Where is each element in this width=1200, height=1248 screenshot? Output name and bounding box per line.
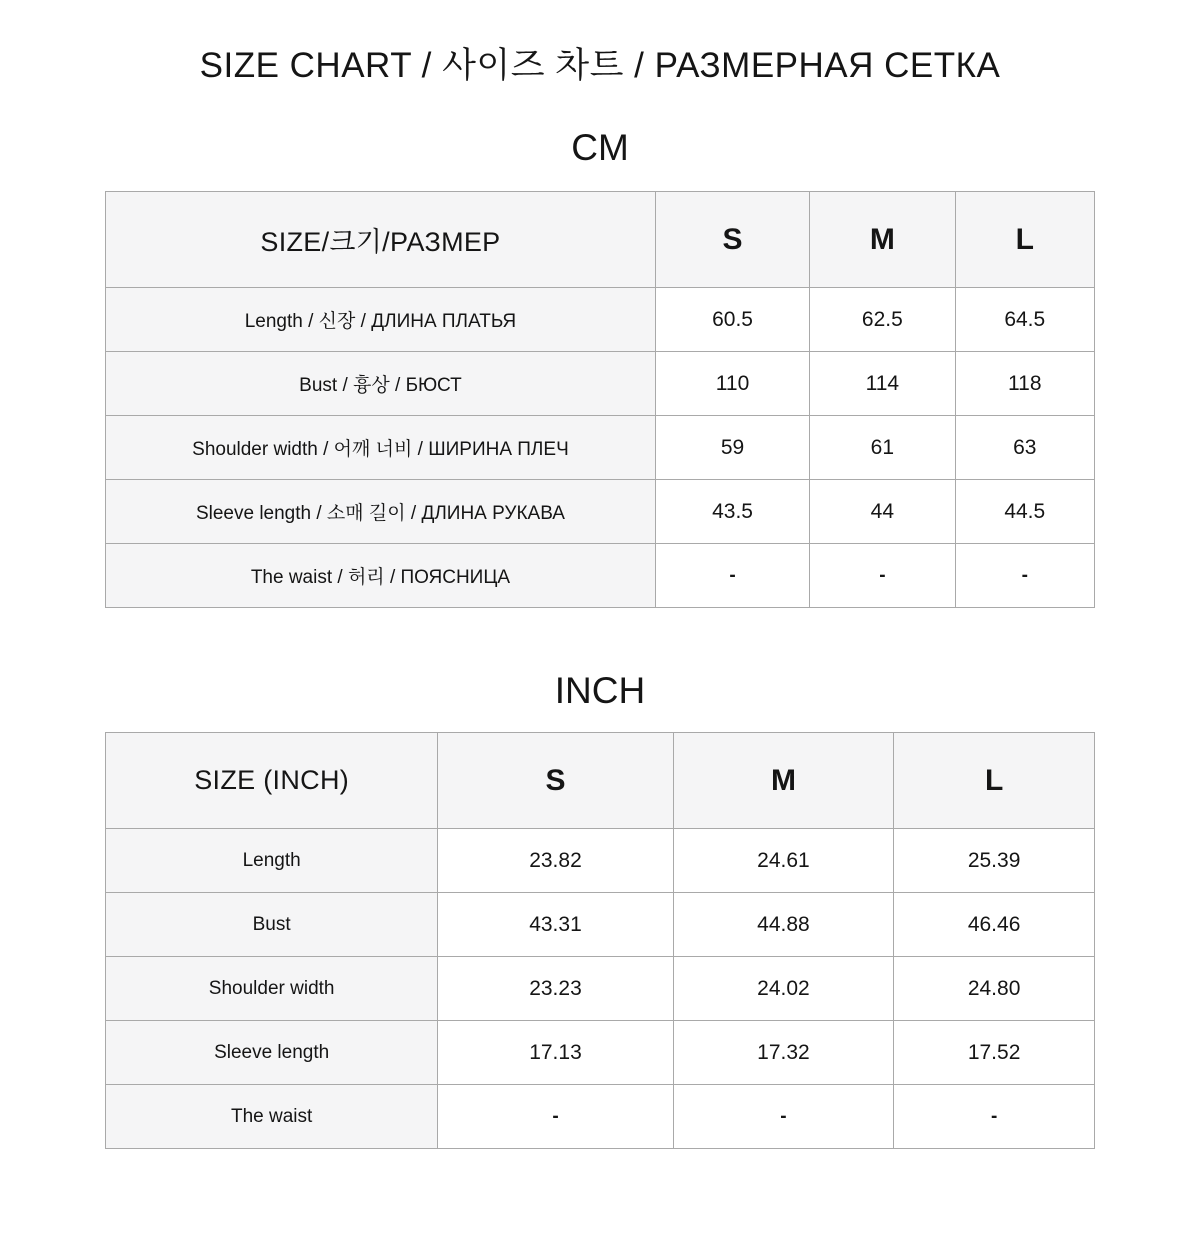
size-column-header: L bbox=[955, 192, 1094, 288]
measurement-label: Shoulder width bbox=[106, 957, 438, 1021]
measurement-value: 17.32 bbox=[673, 1021, 894, 1085]
measurement-value: 23.82 bbox=[438, 829, 673, 893]
table-row bbox=[106, 893, 1095, 957]
size-column-header: M bbox=[673, 733, 894, 829]
size-column-header: M bbox=[810, 192, 955, 288]
table-row bbox=[106, 352, 1095, 416]
measurement-label: The waist bbox=[106, 1085, 438, 1149]
cm-size-table bbox=[105, 191, 1095, 608]
measurement-value: 17.13 bbox=[438, 1021, 673, 1085]
measurement-value: 44.88 bbox=[673, 893, 894, 957]
measurement-label: Sleeve length bbox=[106, 1021, 438, 1085]
measurement-value: 43.5 bbox=[655, 480, 809, 544]
measurement-value: - bbox=[894, 1085, 1095, 1149]
size-label-header: SIZE/크기/РАЗМЕР bbox=[106, 192, 656, 288]
measurement-value: 43.31 bbox=[438, 893, 673, 957]
inch-section bbox=[0, 672, 1200, 1149]
measurement-value: 63 bbox=[955, 416, 1094, 480]
measurement-value: 61 bbox=[810, 416, 955, 480]
measurement-value: - bbox=[810, 544, 955, 608]
measurement-value: 44.5 bbox=[955, 480, 1094, 544]
measurement-value: 23.23 bbox=[438, 957, 673, 1021]
table-row bbox=[106, 1085, 1095, 1149]
header-row bbox=[106, 192, 1095, 288]
table-row bbox=[106, 544, 1095, 608]
measurement-label: Length / 신장 / ДЛИНА ПЛАТЬЯ bbox=[106, 288, 656, 352]
measurement-value: 17.52 bbox=[894, 1021, 1095, 1085]
size-column-header: S bbox=[438, 733, 673, 829]
measurement-value: 24.02 bbox=[673, 957, 894, 1021]
measurement-value: 62.5 bbox=[810, 288, 955, 352]
measurement-value: - bbox=[438, 1085, 673, 1149]
measurement-label: Length bbox=[106, 829, 438, 893]
cm-section bbox=[0, 129, 1200, 608]
table-row bbox=[106, 829, 1095, 893]
size-column-header: S bbox=[655, 192, 809, 288]
table-row bbox=[106, 288, 1095, 352]
table-row bbox=[106, 480, 1095, 544]
measurement-label: Bust bbox=[106, 893, 438, 957]
size-label-header: SIZE (INCH) bbox=[106, 733, 438, 829]
page-title: SIZE CHART / 사이즈 차트 / РАЗМЕРНАЯ СЕТКА bbox=[199, 46, 1001, 85]
measurement-value: 24.61 bbox=[673, 829, 894, 893]
inch-size-table bbox=[105, 732, 1095, 1149]
measurement-label: The waist / 허리 / ПОЯСНИЦА bbox=[106, 544, 656, 608]
measurement-value: 59 bbox=[655, 416, 809, 480]
measurement-value: - bbox=[655, 544, 809, 608]
measurement-value: - bbox=[673, 1085, 894, 1149]
measurement-value: 44 bbox=[810, 480, 955, 544]
table-row bbox=[106, 957, 1095, 1021]
measurement-value: 110 bbox=[655, 352, 809, 416]
measurement-value: 118 bbox=[955, 352, 1094, 416]
cm-unit-title: CM bbox=[571, 127, 629, 168]
measurement-label: Bust / 흉상 / БЮСТ bbox=[106, 352, 656, 416]
measurement-value: 60.5 bbox=[655, 288, 809, 352]
measurement-value: - bbox=[955, 544, 1094, 608]
table-row bbox=[106, 1021, 1095, 1085]
measurement-value: 46.46 bbox=[894, 893, 1095, 957]
inch-unit-title: INCH bbox=[554, 670, 646, 711]
measurement-value: 114 bbox=[810, 352, 955, 416]
table-row bbox=[106, 416, 1095, 480]
size-column-header: L bbox=[894, 733, 1095, 829]
measurement-value: 25.39 bbox=[894, 829, 1095, 893]
measurement-label: Sleeve length / 소매 길이 / ДЛИНА РУКАВА bbox=[106, 480, 656, 544]
measurement-label: Shoulder width / 어깨 너비 / ШИРИНА ПЛЕЧ bbox=[106, 416, 656, 480]
measurement-value: 24.80 bbox=[894, 957, 1095, 1021]
size-chart-page bbox=[0, 48, 1200, 1149]
measurement-value: 64.5 bbox=[955, 288, 1094, 352]
header-row bbox=[106, 733, 1095, 829]
